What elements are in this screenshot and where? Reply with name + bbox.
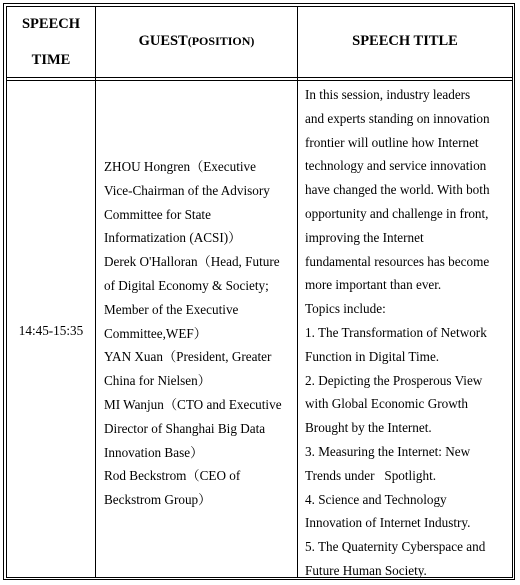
header-guest-position: (POSITION) (187, 34, 255, 48)
speech-line: fundamental resources has become (305, 253, 490, 269)
speech-line: more important than ever. (305, 277, 442, 293)
header-speech-time-line1: SPEECH (21, 16, 80, 32)
inner-border-right (512, 6, 513, 578)
speech-line: 1. The Transformation of Network (305, 324, 487, 340)
speech-line: 3. Measuring the Internet: New (305, 443, 471, 459)
speech-line: 2. Depicting the Prosperous View (305, 372, 483, 388)
guest-line: Innovation Base） (104, 444, 204, 460)
speech-line: improving the Internet (305, 229, 424, 245)
speech-line: frontier will outline how Internet (305, 134, 479, 150)
speech-line: Trends under Spotlight. (305, 467, 437, 483)
column-divider-2 (297, 6, 298, 578)
speech-line: 4. Science and Technology (305, 491, 447, 507)
header-speech-title-label: SPEECH TITLE (352, 33, 458, 49)
speech-line: Innovation of Internet Industry. (305, 515, 471, 531)
header-guest (96, 6, 297, 77)
guest-line: Member of the Executive (104, 301, 239, 317)
row-time-cell (7, 81, 95, 577)
guest-line: of Digital Economy & Society; (104, 277, 269, 293)
guest-line: ZHOU Hongren（Executive (104, 159, 256, 174)
speech-line: opportunity and challenge in front, (305, 205, 489, 221)
guest-line: Director of Shanghai Big Data (104, 420, 266, 436)
row-speech-cell (305, 83, 508, 583)
header-speech-time-line2: TIME (31, 52, 71, 68)
speech-line: 5. The Quaternity Cyberspace and (305, 539, 486, 555)
speech-line: Function in Digital Time. (305, 348, 440, 364)
column-divider-1 (95, 6, 96, 578)
row-guest-cell (104, 155, 290, 512)
speech-line: and experts standing on innovation (305, 110, 490, 126)
guest-line: Committee for State (104, 206, 211, 222)
speech-line: have changed the world. With both (305, 182, 490, 198)
guest-line: Committee,WEF） (104, 325, 207, 341)
speech-line: with Global Economic Growth (305, 396, 468, 412)
guest-line: China for Nielsen） (104, 373, 211, 389)
speech-line: Future Human Society. (305, 562, 427, 578)
speech-line: In this session, industry leaders (305, 87, 471, 102)
guest-line: YAN Xuan（President, Greater (104, 349, 272, 365)
guest-line: Informatization (ACSI)） (104, 230, 242, 246)
guest-line: Derek O'Halloran（Head, Future (104, 254, 280, 270)
guest-line: MI Wanjun（CTO and Executive (104, 396, 282, 412)
speech-line: Topics include: (305, 301, 386, 317)
guest-line: Beckstrom Group） (104, 492, 212, 508)
row-time: 14:45-15:35 (18, 323, 84, 338)
speech-line: Brought by the Internet. (305, 420, 432, 436)
header-speech-title (298, 6, 512, 77)
header-guest-label: GUEST (138, 33, 188, 49)
guest-line: Vice-Chairman of the Advisory (104, 182, 270, 198)
header-speech-time (7, 6, 95, 77)
guest-line: Rod Beckstrom（CEO of (104, 468, 241, 484)
speech-line: technology and service innovation (305, 158, 487, 174)
